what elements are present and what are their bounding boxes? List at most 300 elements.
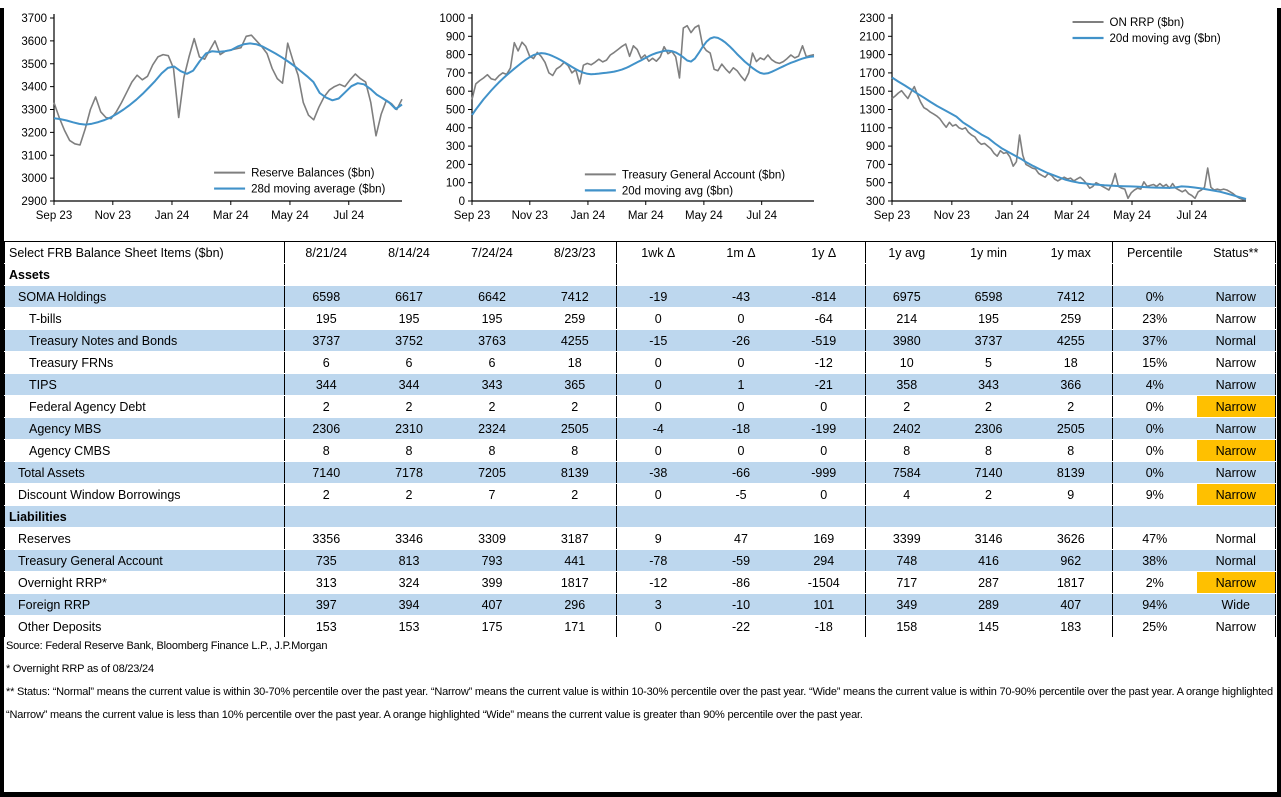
table-row-treasury-general-account [5, 550, 1276, 572]
x-tick-label: May 24 [1113, 210, 1151, 222]
cell: 0% [1113, 462, 1197, 484]
table-row-assets [5, 264, 1276, 286]
cell: 3752 [368, 330, 451, 352]
cell: 153 [285, 616, 368, 638]
cell: 7412 [534, 286, 617, 308]
cell: 343 [948, 374, 1030, 396]
table-header-1y-min: 1y min [948, 242, 1030, 264]
cell: 2306 [285, 418, 368, 440]
cell: 3980 [866, 330, 948, 352]
cell: 37% [1113, 330, 1197, 352]
table-header-1y-max: 1y max [1030, 242, 1113, 264]
y-tick-label: 600 [445, 86, 465, 99]
cell: 2324 [451, 418, 534, 440]
row-label: Reserves [5, 528, 285, 550]
cell: 2 [948, 396, 1030, 418]
legend-label: 20d moving avg ($bn) [621, 185, 734, 198]
y-tick-label: 3400 [21, 81, 47, 94]
cell: 2505 [534, 418, 617, 440]
cell: -519 [783, 330, 866, 352]
cell [948, 264, 1030, 286]
cell: 195 [948, 308, 1030, 330]
y-tick-label: 100 [445, 177, 465, 190]
table-row-treasury-frns [5, 352, 1276, 374]
status-cell: Narrow [1197, 396, 1276, 418]
x-tick-label: Sep 23 [35, 210, 73, 222]
cell: 1817 [534, 572, 617, 594]
cell [451, 264, 534, 286]
y-tick-label: 400 [445, 122, 465, 135]
series-line-gray [892, 87, 1246, 200]
cell: 8 [1030, 440, 1113, 462]
cell: -1504 [783, 572, 866, 594]
legend-label: Treasury General Account ($bn) [621, 169, 786, 182]
row-label: Treasury FRNs [5, 352, 285, 374]
x-tick-label: Sep 23 [453, 210, 491, 222]
cell: 2 [285, 484, 368, 506]
cell: 6598 [285, 286, 368, 308]
y-tick-label: 300 [865, 196, 885, 208]
cell: 195 [285, 308, 368, 330]
cell: 6642 [451, 286, 534, 308]
series-line-blue [54, 43, 402, 124]
cell: 6975 [866, 286, 948, 308]
cell: 0 [617, 484, 700, 506]
status-cell: Narrow [1197, 418, 1276, 440]
legend-label: 20d moving avg ($bn) [1109, 33, 1221, 45]
cell: 2 [368, 396, 451, 418]
table-header-1wk-: 1wk Δ [617, 242, 700, 264]
row-label: SOMA Holdings [5, 286, 285, 308]
cell: 358 [866, 374, 948, 396]
cell: 8139 [534, 462, 617, 484]
cell: 365 [534, 374, 617, 396]
y-tick-label: 700 [445, 67, 465, 80]
y-tick-label: 300 [445, 141, 465, 154]
cell: 296 [534, 594, 617, 616]
legend-label: ON RRP ($bn) [1109, 17, 1185, 29]
table-header-8-14-24: 8/14/24 [368, 242, 451, 264]
y-tick-label: 2900 [21, 196, 47, 208]
cell: 2 [451, 396, 534, 418]
cell: 47 [700, 528, 783, 550]
y-tick-label: 800 [445, 49, 465, 62]
cell: -78 [617, 550, 700, 572]
cell: 9 [617, 528, 700, 550]
overnight-rrp-note: * Overnight RRP as of 08/23/24 [6, 663, 154, 675]
row-label: TIPS [5, 374, 285, 396]
table-row-agency-mbs [5, 418, 1276, 440]
cell: -19 [617, 286, 700, 308]
cell [783, 506, 866, 528]
cell: -59 [700, 550, 783, 572]
cell: 0 [617, 374, 700, 396]
row-label: T-bills [5, 308, 285, 330]
cell: 25% [1113, 616, 1197, 638]
x-tick-label: Mar 24 [627, 210, 664, 222]
cell: 3737 [948, 330, 1030, 352]
cell: 7140 [285, 462, 368, 484]
y-tick-label: 3700 [21, 13, 47, 25]
cell: 2 [368, 484, 451, 506]
cell: 441 [534, 550, 617, 572]
y-tick-label: 3300 [21, 104, 47, 117]
source-note: Source: Federal Reserve Bank, Bloomberg Finance L.P., J.P.Morgan [6, 640, 328, 652]
cell [534, 506, 617, 528]
y-tick-label: 1100 [860, 122, 885, 135]
cell: 2 [948, 484, 1030, 506]
status-cell: Narrow [1197, 462, 1276, 484]
cell: 3146 [948, 528, 1030, 550]
status-cell: Wide [1197, 594, 1276, 616]
table-row-liabilities [5, 506, 1276, 528]
cell [1030, 506, 1113, 528]
cell: 259 [534, 308, 617, 330]
cell: -199 [783, 418, 866, 440]
cell: -18 [783, 616, 866, 638]
cell: 2 [866, 396, 948, 418]
cell: -26 [700, 330, 783, 352]
row-label: Other Deposits [5, 616, 285, 638]
cell: 748 [866, 550, 948, 572]
cell: 15% [1113, 352, 1197, 374]
x-tick-label: May 24 [271, 210, 309, 222]
x-tick-label: Mar 24 [1053, 210, 1090, 222]
cell [866, 506, 948, 528]
cell: -999 [783, 462, 866, 484]
row-label: Agency CMBS [5, 440, 285, 462]
cell: 294 [783, 550, 866, 572]
y-tick-label: 3100 [21, 150, 47, 163]
y-tick-label: 3500 [21, 58, 47, 71]
cell: 0 [617, 396, 700, 418]
cell: -4 [617, 418, 700, 440]
status-cell: Narrow [1197, 352, 1276, 374]
cell: 7584 [866, 462, 948, 484]
table-header-label: Select FRB Balance Sheet Items ($bn) [5, 242, 285, 264]
cell: 2% [1113, 572, 1197, 594]
y-tick-label: 500 [445, 104, 465, 117]
status-cell: Narrow [1197, 374, 1276, 396]
table-row-foreign-rrp [5, 594, 1276, 616]
cell: 717 [866, 572, 948, 594]
cell: 735 [285, 550, 368, 572]
cell: -12 [783, 352, 866, 374]
cell: -38 [617, 462, 700, 484]
cell: 344 [285, 374, 368, 396]
cell: 38% [1113, 550, 1197, 572]
legend-label: 28d moving average ($bn) [251, 183, 386, 196]
cell: 416 [948, 550, 1030, 572]
table-header-8-21-24: 8/21/24 [285, 242, 368, 264]
cell: 0 [617, 616, 700, 638]
cell: 349 [866, 594, 948, 616]
cell: 195 [368, 308, 451, 330]
status-cell: Narrow [1197, 572, 1276, 594]
cell: -21 [783, 374, 866, 396]
cell: 2402 [866, 418, 948, 440]
cell: 8139 [1030, 462, 1113, 484]
y-tick-label: 1500 [859, 86, 885, 99]
cell: 0 [700, 308, 783, 330]
cell [1113, 506, 1197, 528]
status-cell: Narrow [1197, 484, 1276, 506]
status-cell [1197, 264, 1276, 286]
table-header [5, 242, 1276, 264]
x-tick-label: Jul 24 [746, 210, 778, 222]
status-cell: Narrow [1197, 440, 1276, 462]
cell: 10 [866, 352, 948, 374]
x-tick-label: Nov 23 [511, 210, 549, 222]
status-cell: Normal [1197, 330, 1276, 352]
x-tick-label: Jan 24 [154, 210, 190, 222]
table-row-soma-holdings [5, 286, 1276, 308]
status-cell: Normal [1197, 550, 1276, 572]
table-row-treasury-notes-and-bonds [5, 330, 1276, 352]
row-label: Discount Window Borrowings [5, 484, 285, 506]
table-header-percentile: Percentile [1113, 242, 1197, 264]
cell: 2 [534, 484, 617, 506]
table-row-agency-cmbs [5, 440, 1276, 462]
cell: 8 [534, 440, 617, 462]
table-row-tips [5, 374, 1276, 396]
row-label: Agency MBS [5, 418, 285, 440]
cell [1113, 264, 1197, 286]
cell: 0 [617, 308, 700, 330]
series-line-blue [472, 37, 814, 115]
cell: 4255 [1030, 330, 1113, 352]
row-label: Assets [5, 264, 285, 286]
row-label: Overnight RRP* [5, 572, 285, 594]
cell: -15 [617, 330, 700, 352]
cell: 6598 [948, 286, 1030, 308]
cell: -12 [617, 572, 700, 594]
cell: 366 [1030, 374, 1113, 396]
cell [368, 264, 451, 286]
table-row-discount-window-borrowings [5, 484, 1276, 506]
x-tick-label: Sep 23 [873, 210, 911, 222]
cell: -64 [783, 308, 866, 330]
cell: 7412 [1030, 286, 1113, 308]
cell [700, 506, 783, 528]
cell: 3399 [866, 528, 948, 550]
x-tick-label: Mar 24 [212, 210, 249, 222]
cell: 3356 [285, 528, 368, 550]
cell: 397 [285, 594, 368, 616]
cell: 3309 [451, 528, 534, 550]
cell: 259 [1030, 308, 1113, 330]
status-cell [1197, 506, 1276, 528]
cell [368, 506, 451, 528]
cell: 407 [451, 594, 534, 616]
balance-sheet-table [4, 241, 1276, 638]
legend-label: Reserve Balances ($bn) [251, 167, 375, 180]
treasury-general-account-svg [432, 4, 850, 237]
cell: 23% [1113, 308, 1197, 330]
cell [1030, 264, 1113, 286]
cell: 2 [534, 396, 617, 418]
cell: 3187 [534, 528, 617, 550]
cell: 3 [617, 594, 700, 616]
cell: 0% [1113, 286, 1197, 308]
y-tick-label: 200 [445, 159, 465, 172]
footnotes [6, 635, 1274, 727]
row-label: Liabilities [5, 506, 285, 528]
cell: 101 [783, 594, 866, 616]
cell: 343 [451, 374, 534, 396]
cell: 324 [368, 572, 451, 594]
cell: 0 [783, 396, 866, 418]
cell: 4 [866, 484, 948, 506]
cell: 289 [948, 594, 1030, 616]
cell: 0 [700, 396, 783, 418]
cell [285, 506, 368, 528]
cell: 0 [617, 440, 700, 462]
cell [700, 264, 783, 286]
cell: 3626 [1030, 528, 1113, 550]
status-cell: Normal [1197, 528, 1276, 550]
cell: 2310 [368, 418, 451, 440]
y-tick-label: 1700 [859, 67, 885, 80]
table-header-8-23-23: 8/23/23 [534, 242, 617, 264]
cell: 7178 [368, 462, 451, 484]
status-cell: Narrow [1197, 616, 1276, 638]
cell: 9% [1113, 484, 1197, 506]
cell: 18 [1030, 352, 1113, 374]
cell: 0 [700, 440, 783, 462]
table-header-7-24-24: 7/24/24 [451, 242, 534, 264]
cell: 0 [783, 440, 866, 462]
series-line-gray [54, 35, 402, 145]
cell [783, 264, 866, 286]
cell: 8 [451, 440, 534, 462]
series-line-blue [892, 78, 1246, 200]
cell: 1817 [1030, 572, 1113, 594]
cell: 2306 [948, 418, 1030, 440]
cell: 8 [866, 440, 948, 462]
cell: -18 [700, 418, 783, 440]
status-cell: Narrow [1197, 286, 1276, 308]
y-tick-label: 0 [458, 196, 465, 208]
on-rrp-chart [850, 4, 1276, 242]
cell [617, 264, 700, 286]
cell: 169 [783, 528, 866, 550]
cell: 9 [1030, 484, 1113, 506]
cell: -22 [700, 616, 783, 638]
row-label: Treasury Notes and Bonds [5, 330, 285, 352]
cell: 6 [285, 352, 368, 374]
table-row-federal-agency-debt [5, 396, 1276, 418]
cell: 214 [866, 308, 948, 330]
cell: 7140 [948, 462, 1030, 484]
table-row-t-bills [5, 308, 1276, 330]
cell: 0 [700, 352, 783, 374]
cell: 407 [1030, 594, 1113, 616]
cell: 2 [285, 396, 368, 418]
cell: 344 [368, 374, 451, 396]
frame-bottom [0, 792, 1281, 797]
table-header-1m-: 1m Δ [700, 242, 783, 264]
cell: 8 [368, 440, 451, 462]
cell [617, 506, 700, 528]
cell: 2 [1030, 396, 1113, 418]
cell: -10 [700, 594, 783, 616]
cell: 399 [451, 572, 534, 594]
cell: 313 [285, 572, 368, 594]
cell: 171 [534, 616, 617, 638]
cell: 7205 [451, 462, 534, 484]
cell: 0% [1113, 396, 1197, 418]
cell: 3737 [285, 330, 368, 352]
cell: 813 [368, 550, 451, 572]
cell: 1 [700, 374, 783, 396]
cell [534, 264, 617, 286]
status-cell: Narrow [1197, 308, 1276, 330]
cell: 195 [451, 308, 534, 330]
cell: 0 [617, 352, 700, 374]
cell: 18 [534, 352, 617, 374]
cell: -66 [700, 462, 783, 484]
x-tick-label: Nov 23 [933, 210, 971, 222]
cell: 8 [948, 440, 1030, 462]
table-header-1y-avg: 1y avg [866, 242, 948, 264]
cell: 793 [451, 550, 534, 572]
cell: -86 [700, 572, 783, 594]
cell [285, 264, 368, 286]
treasury-general-account-chart [432, 4, 850, 242]
x-tick-label: Nov 23 [94, 210, 132, 222]
cell: 6 [368, 352, 451, 374]
x-tick-label: Jul 24 [333, 210, 365, 222]
y-tick-label: 2100 [859, 31, 885, 44]
y-tick-label: 1300 [859, 104, 885, 117]
cell: 158 [866, 616, 948, 638]
cell: 0% [1113, 440, 1197, 462]
cell: -43 [700, 286, 783, 308]
cell: 4255 [534, 330, 617, 352]
cell [948, 506, 1030, 528]
table-header-status-: Status** [1197, 242, 1276, 264]
y-tick-label: 3200 [21, 127, 47, 140]
y-tick-label: 900 [865, 141, 885, 154]
cell: 3763 [451, 330, 534, 352]
y-tick-label: 3000 [21, 173, 47, 186]
cell [451, 506, 534, 528]
frame-right [1277, 8, 1281, 797]
x-tick-label: Jan 24 [994, 210, 1030, 222]
cell: 183 [1030, 616, 1113, 638]
cell: 0 [783, 484, 866, 506]
cell: 2505 [1030, 418, 1113, 440]
x-tick-label: Jul 24 [1176, 210, 1208, 222]
cell: 47% [1113, 528, 1197, 550]
y-tick-label: 1900 [859, 49, 885, 62]
table-row-overnight-rrp- [5, 572, 1276, 594]
cell: -814 [783, 286, 866, 308]
cell: 3346 [368, 528, 451, 550]
cell: 94% [1113, 594, 1197, 616]
cell [866, 264, 948, 286]
table-row-total-assets [5, 462, 1276, 484]
cell: 6617 [368, 286, 451, 308]
cell: 145 [948, 616, 1030, 638]
row-label: Foreign RRP [5, 594, 285, 616]
reserve-balances-chart [6, 4, 428, 242]
cell: 287 [948, 572, 1030, 594]
x-tick-label: May 24 [685, 210, 723, 222]
cell: 5 [948, 352, 1030, 374]
row-label: Federal Agency Debt [5, 396, 285, 418]
